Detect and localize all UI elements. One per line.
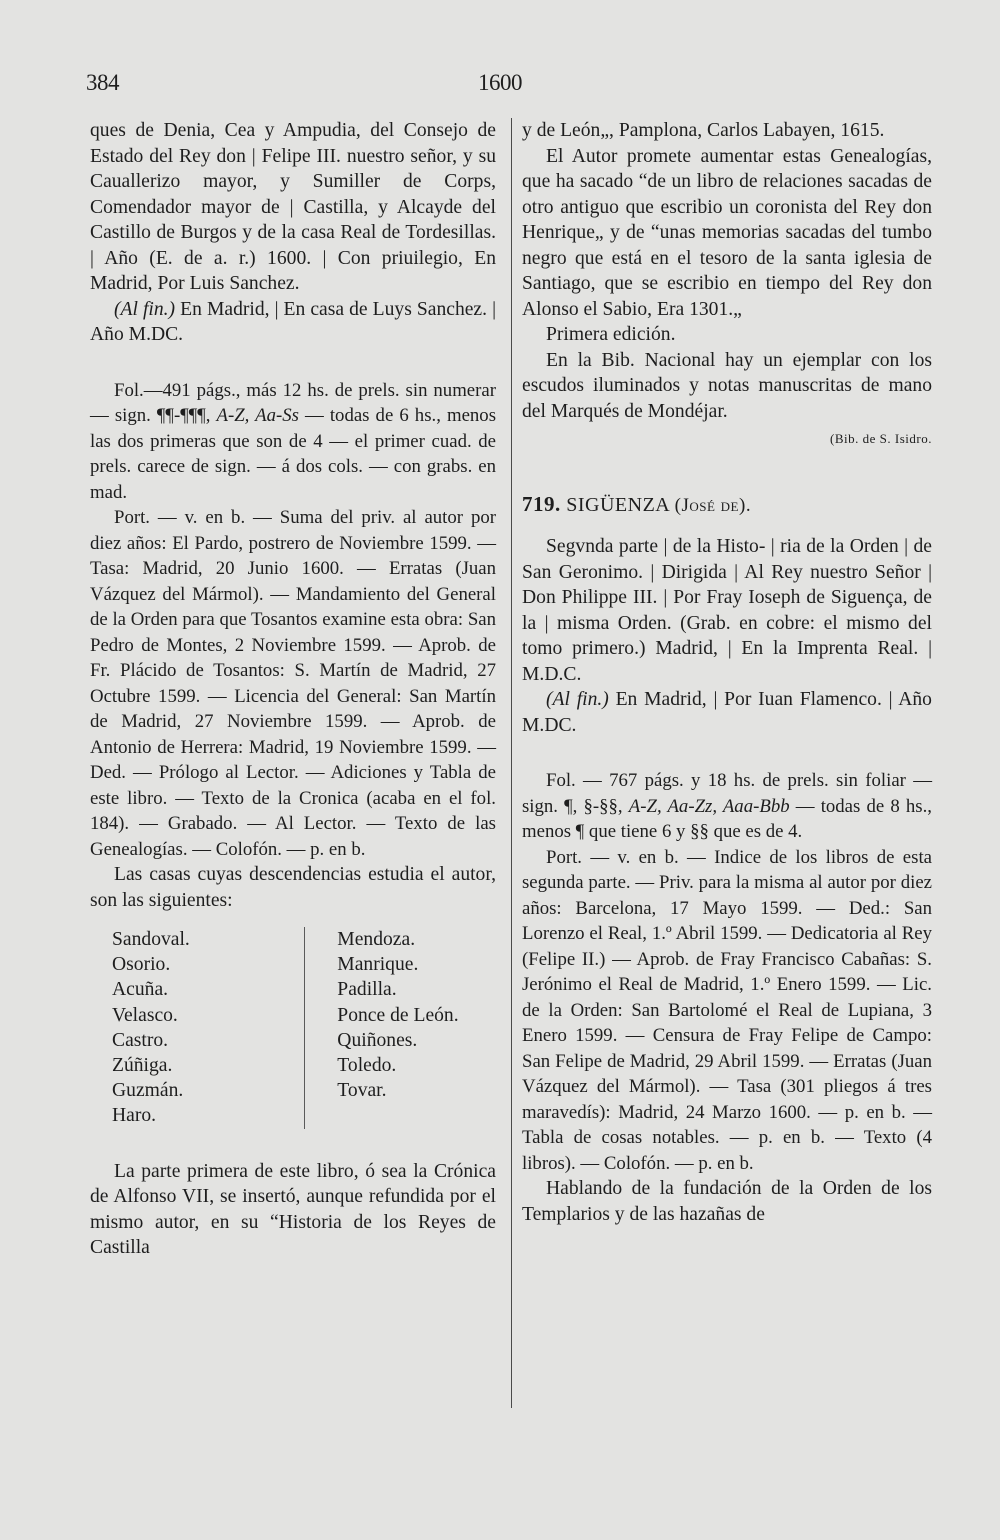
- collation-signatures: A-Z, Aa-Ss: [216, 405, 299, 426]
- houses-list-column-1: [90, 927, 304, 1129]
- collation-text: Fol.—491 págs., más 12 hs. de prels. sin numerar — sign. ¶¶-¶¶¶,: [90, 379, 496, 426]
- column-divider: [511, 118, 512, 1408]
- house-name: Velasco.: [112, 1004, 178, 1026]
- entry-colophon-text: En Madrid, | Por Iuan Flamenco. | Año M.DC.: [522, 689, 932, 736]
- colophon-label: (Al fin.): [114, 298, 176, 320]
- house-name: Tovar.: [337, 1080, 387, 1102]
- right-column: [522, 118, 932, 1227]
- entry-closing-paragraph: Hablando de la fundación de la Orden de los Templarios y de las hazañas de: [522, 1178, 932, 1225]
- running-head-year: 1600: [478, 70, 522, 95]
- entry-colophon: [522, 687, 932, 738]
- entry-title: Segvnda parte | de la Histo- | ria de la Orden | de San Geronimo. | Dirigida | Al Rey nuestro Señor | Don Philippe III. | Por Fray Ioseph de Siguença, de la | misma Orden. (Grab. en cobre: el mismo del tomo primero.) Madrid, | En la Imprenta Real. | M.D.C.: [522, 536, 932, 685]
- source-note: (Bib. de S. Isidro.: [830, 431, 932, 446]
- copy-note: En la Bib. Nacional hay un ejemplar con los escudos iluminados y notas manuscritas de mano del Marqués de Mondéjar.: [522, 349, 932, 422]
- house-name: Osorio.: [112, 954, 171, 976]
- house-name: Quiñones.: [337, 1029, 418, 1051]
- left-column: [90, 118, 496, 1261]
- author-note: El Autor promete aumentar estas Genealogías, que ha sacado “de un libro de relaciones sacadas de otro antiguo que escribio un coronista del Rey don Henrique„ y de “unas memorias sacadas del tumbo negro que está en el tesoro de la santa iglesia de Santiago, que se escribio en tiempo del Rey don Alonso el Sabio, Era 1301.„: [522, 145, 932, 320]
- house-name: Ponce de León.: [337, 1004, 459, 1026]
- houses-list: [90, 927, 496, 1129]
- entry-colophon-label: (Al fin.): [546, 689, 609, 710]
- contents-description: Port. — v. en b. — Suma del priv. al autor por diez años: El Pardo, postrero de Noviembre 1599. — Tasa: Madrid, 20 Junio 1600. — Erratas (Juan Vázquez del Mármol). — Mandamiento del General de la Orden para que Tosantos examine esta obra: San Pedro de Montes, 2 Noviembre 1599. — Aprob. de Fr. Plácido de Tosantos: S. Martín de Madrid, 27 Octubre 1599. — Licencia del General: San Martín de Madrid, 27 Noviembre 1599. — Aprob. de Antonio de Herrera: Madrid, 19 Noviembre 1599. — Ded. — Prólogo al Lector. — Adiciones y Tabla de este libro. — Texto de la Cronica (acaba en el fol. 184). — Grabado. — Al Lector. — Texto de las Genealogías. — Colofón. — p. en b.: [90, 507, 496, 860]
- houses-intro: Las casas cuyas descendencias estudia el autor, son las siguientes:: [90, 864, 496, 911]
- collation: [90, 378, 496, 506]
- house-name: Castro.: [112, 1029, 169, 1051]
- house-name: Acuña.: [112, 979, 169, 1001]
- house-name: Mendoza.: [337, 929, 416, 950]
- author-surname: SIGÜENZA: [566, 493, 670, 516]
- house-name: Guzmán.: [112, 1080, 184, 1102]
- house-name: Haro.: [112, 1105, 157, 1127]
- continuation-text: y de León„, Pamplona, Carlos Labayen, 1615.: [522, 120, 885, 141]
- entry-contents: Port. — v. en b. — Indice de los libros de esta segunda parte. — Priv. para la misma al autor por diez años: Barcelona, 17 Mayo 1599. — Ded.: San Lorenzo el Real, 1.º Abril 1599. — Dedicatoria al Rey (Felipe II.) — Aprob. de Fray Francisco Cabañas: S. Jerónimo el Real de Madrid, 1.º Enero 1599. — Lic. de la Orden: San Bartolomé el Real de Lupiana, 3 Enero 1599. — Censura de Fray Felipe de Campo: San Felipe de Madrid, 29 Abril 1599. — Erratas (Juan Vázquez del Mármol). — Tasa (301 pliegos á tres maravedís): Madrid, 24 Marzo 1600. — p. en b. — Tabla de cosas notables. — p. en b. — Texto (4 libros). — Colofón. — p. en b.: [522, 846, 932, 1174]
- colophon-text: En Madrid, | En casa de Luys Sanchez. | Año M.DC.: [90, 298, 496, 345]
- collation-text-rest: — todas de 6 hs., menos las dos primeras que son de 4 — el primer cuad. de prels. carece de sign. — á dos cols. — con grabs. en mad.: [90, 405, 497, 503]
- entry-number: 719.: [522, 491, 561, 516]
- page-number: 384: [86, 70, 119, 95]
- edition-note: Primera edición.: [546, 324, 676, 345]
- house-name: Sandoval.: [112, 929, 190, 950]
- author-given-name: (José de).: [674, 494, 752, 516]
- house-name: Zúñiga.: [112, 1055, 173, 1077]
- houses-list-column-2: [304, 927, 496, 1129]
- house-name: Toledo.: [337, 1055, 397, 1077]
- entry-collation-text: Fol. — 767 págs. y 18 hs. de prels. sin foliar — sign. ¶, §-§§,: [522, 770, 932, 817]
- house-name: Padilla.: [337, 979, 397, 1001]
- colophon: [90, 297, 496, 348]
- house-name: Manrique.: [337, 954, 419, 976]
- entry-collation: [522, 768, 932, 845]
- closing-paragraph: La parte primera de este libro, ó sea la Crónica de Alfonso VII, se insertó, aunque refundida por el mismo autor, en su “Historia de los Reyes de Castilla: [90, 1160, 496, 1259]
- entry-collation-text-rest: — todas de 8 hs., menos ¶ que tiene 6 y §§ que es de 4.: [522, 795, 932, 842]
- title-continuation: ques de Denia, Cea y Ampudia, del Consejo de Estado del Rey don | Felipe III. nuestro señor, y su Cauallerizo mayor, y Sumiller de Corps, Comendador mayor de | Castilla, y Alcayde del Castillo de Burgos y de la casa Real de Tordesillas. | Año (E. de a. r.) 1600. | Con priuilegio, En Madrid, Por Luis Sanchez.: [90, 120, 496, 294]
- entry-collation-signatures: A-Z, Aa-Zz, Aaa-Bbb: [628, 795, 790, 817]
- entry-heading: [522, 492, 932, 519]
